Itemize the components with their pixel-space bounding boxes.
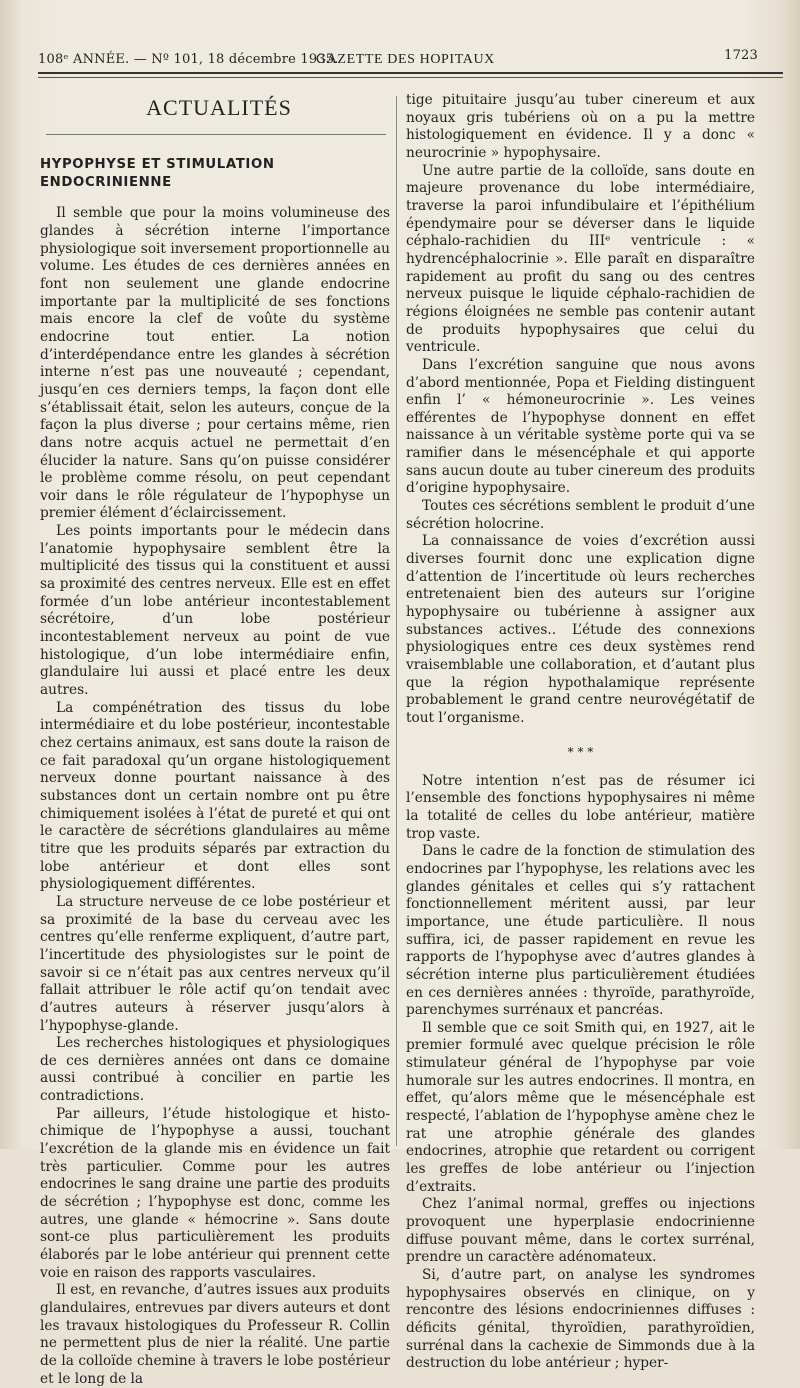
paragraph: Les recherches histologiques et physiologiques de ces dernières années ont dans ce domaine aussi contribué à concilier en partie les contradictions.	[40, 1035, 390, 1105]
paragraph: Une autre partie de la colloïde, sans doute en majeure provenance du lobe intermédiaire, traverse la paroi infundibulaire et l’épithélium épendymaire pour se déverser dans le liquide céphalo-rachidien du IIIᵉ ventricule : « hydrencéphalocrinie ». Elle paraît en disparaître rapidement au profit du sang ou des centres nerveux puisque le liquide céphalo-rachidien de régions éloignées ne semble pas contenir autant de produits hypophysaires que celui du ventricule.	[406, 162, 755, 356]
issue-info: 108ᵉ ANNÉE. — Nº 101, 18 décembre 1935.	[38, 52, 339, 67]
page-header	[38, 48, 758, 70]
left-column	[40, 92, 390, 1388]
paragraph: Par ailleurs, l’étude histologique et histo-chimique de l’hypophyse a aussi, touchant l’excrétion de la glande mis en évidence un fait très particulier. Comme pour les autres endocrines le sang draine une partie des produits de sécrétion ; l’hypophyse est donc, comme les autres, une glande « hémocrine ». Sans doute sont-ce plus particulièrement les produits élaborés par le lobe antérieur qui prennent cette voie en raison des rapports vasculaires.	[40, 1105, 390, 1281]
paragraph: tige pituitaire jusqu’au tuber cinereum et aux noyaux gris tubériens où on a pu la mettre histologiquement en évidence. Il y a donc « neurocrinie » hypophysaire.	[406, 92, 755, 161]
paragraph: Dans l’excrétion sanguine que nous avons d’abord mentionnée, Popa et Fielding distinguent enfin l’ « hémoneurocrinie ». Les veines efférentes de l’hypophyse donnent en effet naissance à un véritable système porte qui va se ramifier dans le mésencéphale et qui apporte sans aucun doute au tuber cinereum des produits d’origine hypophysaire.	[406, 356, 755, 497]
title-rule	[46, 134, 386, 135]
page-number: 1723	[724, 48, 758, 63]
paragraph: Toutes ces sécrétions semblent le produit d’une sécrétion holocrine.	[406, 498, 755, 532]
paragraph: Il semble que ce soit Smith qui, en 1927, ait le premier formulé avec quelque précision le rôle stimulateur général de l’hypophyse par voie humorale sur les autres endocrines. Il montra, en effet, qu’alors même que le mésencéphale est respecté, l’ablation de l’hypophyse amène chez le rat une atrophie générale des glandes endocrines, atrophie que retardent ou corrigent les greffes de lobe antérieur ou l’injection d’extraits.	[406, 1019, 755, 1195]
paragraph: Les points importants pour le médecin dans l’anatomie hypophysaire semblent être la multiplicité des tissus qui la constituent et aussi sa proximité des centres nerveux. Elle est en effet formée d’un lobe antérieur incontestablement sécrétoire, d’un lobe postérieur incontestablement nerveux au point de vue histologique, d’un lobe intermédiaire enfin, glandulaire lui aussi et placé entre les deux autres.	[40, 523, 390, 699]
header-rule	[38, 72, 783, 74]
paragraph: La structure nerveuse de ce lobe postérieur et sa proximité de la base du cerveau avec les centres qu’elle renferme expliquent, d’autre part, l’incertitude des physiologistes sur le point de savoir si ce n’était pas aux centres nerveux qu’il fallait attribuer le rôle actif qu’on tendait avec d’autres auteurs à réserver jusqu’alors à l’hypophyse-glande.	[40, 893, 390, 1034]
paragraph: Notre intention n’est pas de résumer ici l’ensemble des fonctions hypophysaires ni même la totalité de celles du lobe antérieur, matière trop vaste.	[406, 772, 755, 842]
paragraph: Dans le cadre de la fonction de stimulation des endocrines par l’hypophyse, les relations avec les glandes génitales et celles qui s’y rattachent fonctionnellement méritent aussi, par leur importance, une étude particulière. Il nous suffira, ici, de passer rapidement en revue les rapports de l’hypophyse avec d’autres glandes à sécrétion interne plus particulièrement étudiées en ces dernières années : thyroïde, parathyroïde, parenchymes surrénaux et pancréas.	[406, 843, 755, 1019]
paragraph: La connaissance de voies d’excrétion aussi diverses fournit donc une explication digne d’attention de l’incertitude où leurs recherches entretenaient bien des auteurs sur l’origine hypophysaire ou tubérienne à assigner aux substances actives.. L’étude des connexions physiologiques entre ces deux systèmes rend vraisemblable une collaboration, et d’autant plus que la région hypothalamique représente probablement le grand centre neurovégétatif de tout l’organisme.	[406, 533, 755, 726]
paragraph: Il est, en revanche, d’autres issues aux produits glandulaires, entrevues par divers auteurs et dont les travaux histologiques du Professeur R. Collin ne permettent plus de nier la réalité. Une partie de la colloïde chemine à travers le lobe postérieur et le long de la	[40, 1282, 390, 1387]
section-separator: * * *	[567, 744, 594, 759]
right-column	[406, 92, 755, 1373]
column-divider	[396, 96, 397, 1146]
paragraph: La compénétration des tissus du lobe intermédiaire et du lobe postérieur, incontestable chez certains animaux, est sans doute la raison de ce fait paradoxal qu’un organe histologiquement nerveux donne pourtant naissance à des substances dont un certain nombre ont pu être chimiquement isolées à l’état de pureté et qui ont le caractère de sécrétions glandulaires au même titre que les produits séparés par extraction du lobe antérieur et dont elles sont physiologiquement différentes.	[40, 699, 390, 893]
article-heading: HYPOPHYSE ET STIMULATION ENDOCRINIENNE	[40, 157, 275, 190]
paragraph: Si, d’autre part, on analyse les syndromes hypophysaires observés en clinique, on y rencontre des lésions endocriniennes diffuses : déficits génital, thyroïdien, parathyroïdien, surrénal dans la cachexie de Simmonds due à la destruction du lobe antérieur ; hyper-	[406, 1267, 755, 1372]
paragraph: Il semble que pour la moins volumineuse des glandes à sécrétion interne l’importance physiologique soit inversement proportionnelle au volume. Les études de ces dernières années en font non seulement une glande endocrine importante par la multiplicité de ses fonctions mais encore la clef de voûte du système endocrine tout entier. La notion d’interdépendance entre les glandes à sécrétion interne n’est pas une nouveauté ; cependant, jusqu’en ces derniers temps, la façon dont elle s’établissait était, selon les auteurs, conçue de la façon la plus diverse ; pour certains même, rien dans notre acquis actuel ne permettait d’en élucider la nature. Sans qu’on puisse considérer le problème comme résolu, on peut cependant voir dans le rôle régulateur de l’hypophyse un premier élément d’éclaircissement.	[40, 205, 390, 522]
header-rule-thin	[38, 77, 783, 78]
journal-title: GAZETTE DES HOPITAUX	[316, 52, 495, 67]
section-title: ACTUALITÉS	[146, 95, 292, 120]
paragraph: Chez l’animal normal, greffes ou injections provoquent une hyperplasie endocrinienne diffuse pouvant même, dans le cortex surrénal, prendre un caractère adénomateux.	[406, 1196, 755, 1266]
